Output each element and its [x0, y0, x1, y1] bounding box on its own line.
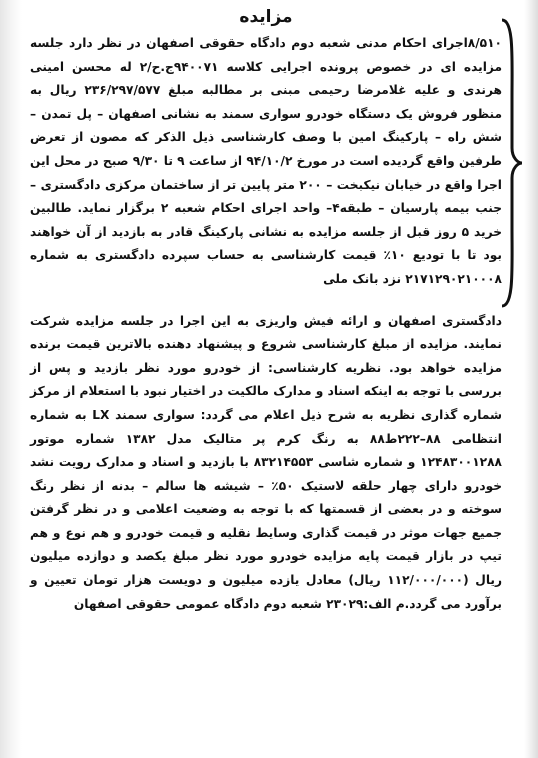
- notice-title: مزایده: [239, 7, 293, 27]
- scan-left-edge-shadow: [0, 0, 22, 758]
- notice-paragraph-2: دادگستری اصفهان و ارائه فیش واریزی به این اجرا در جلسه مزایده شرکت نمایند. مزایده از مبلغ کارشناسی شروع و پیشنهاد دهنده بالاترین قیمت برنده مزایده خواهد بود. نظریه کارشناسی: از خودرو مورد نظر بازدید و پس از بررسی با توجه به اینکه اسناد و مدارک مالکیت در اختیار نبود با استعلام از مرکز شماره گذاری نظریه به شرح ذیل اعلام می گردد: سواری سمند LX به شماره انتظامی ۸۸–۲۲۲ط۸۸ به رنگ کرم پر متالیک مدل ۱۳۸۲ شماره موتور ۱۲۴۸۳۰۰۱۲۸۸ و شماره شاسی ۸۳۲۱۴۵۵۳ با بازدید و اسناد و مدارک رویت نشد خودرو دارای چهار حلقه لاستیک ۵۰٪ – شیشه ها سالم – بدنه از نظر رنگ سوخته و در بعضی از قسمتها که با توجه به وضعیت اعلامی و در نظر گرفتن جمیع جهات موثر در قیمت گذاری وسایط نقلیه و قیمت خودرو و هم نوع و هم تیپ در بازار قیمت پایه مزایده خودرو مورد نظر مبلغ یکصد و دوازده میلیون ریال (۱۱۲/۰۰۰/۰۰۰ ریال) معادل یازده میلیون و دویست هزار تومان تعیین و برآورد می گردد.م الف:۲۳۰۲۹ شعبه دوم دادگاه عمومی حقوقی اصفهان: [30, 313, 502, 611]
- scan-right-edge-shadow: [524, 0, 538, 758]
- notice-paragraph-1: ۸/۵۱۰اجرای احکام مدنی شعبه دوم دادگاه حقوقی اصفهان در نظر دارد جلسه مزایده ای در خصوص پرونده اجرایی کلاسه ۹۴۰۰۷۱ج.ح/۲ له محسن امینی هرندی و علیه غلامرضا رحیمی مبنی بر مطالبه مبلغ ۲۳۶/۲۹۷/۵۷۷ ریال به منظور فروش یک دستگاه خودرو سواری سمند به نشانی اصفهان – پل تمدن – شش راه – پارکینگ امین با وصف کارشناسی ذیل الذکر که مصون از تعرض طرفین واقع گردیده است در مورخ ۹۴/۱۰/۲ از ساعت ۹ تا ۹/۳۰ صبح در محل این اجرا واقع در خیابان نیکبخت – ۲۰۰ متر پایین تر از ساختمان مرکزی دادگستری – جنب بیمه پارسیان – طبقه۴– واحد اجرای احکام شعبه ۲ برگزار نماید. طالبین خرید ۵ روز قبل از جلسه مزایده به نشانی پارکینگ قادر به بازدید از آن خواهند بود تا با تودیع ۱۰٪ قیمت کارشناسی به حساب سپرده دادگستری به شماره ۲۱۷۱۲۹۰۲۱۰۰۰۸ نزد بانک ملی: [30, 36, 503, 286]
- notice-document: [30, 4, 502, 616]
- column-break: [30, 292, 502, 310]
